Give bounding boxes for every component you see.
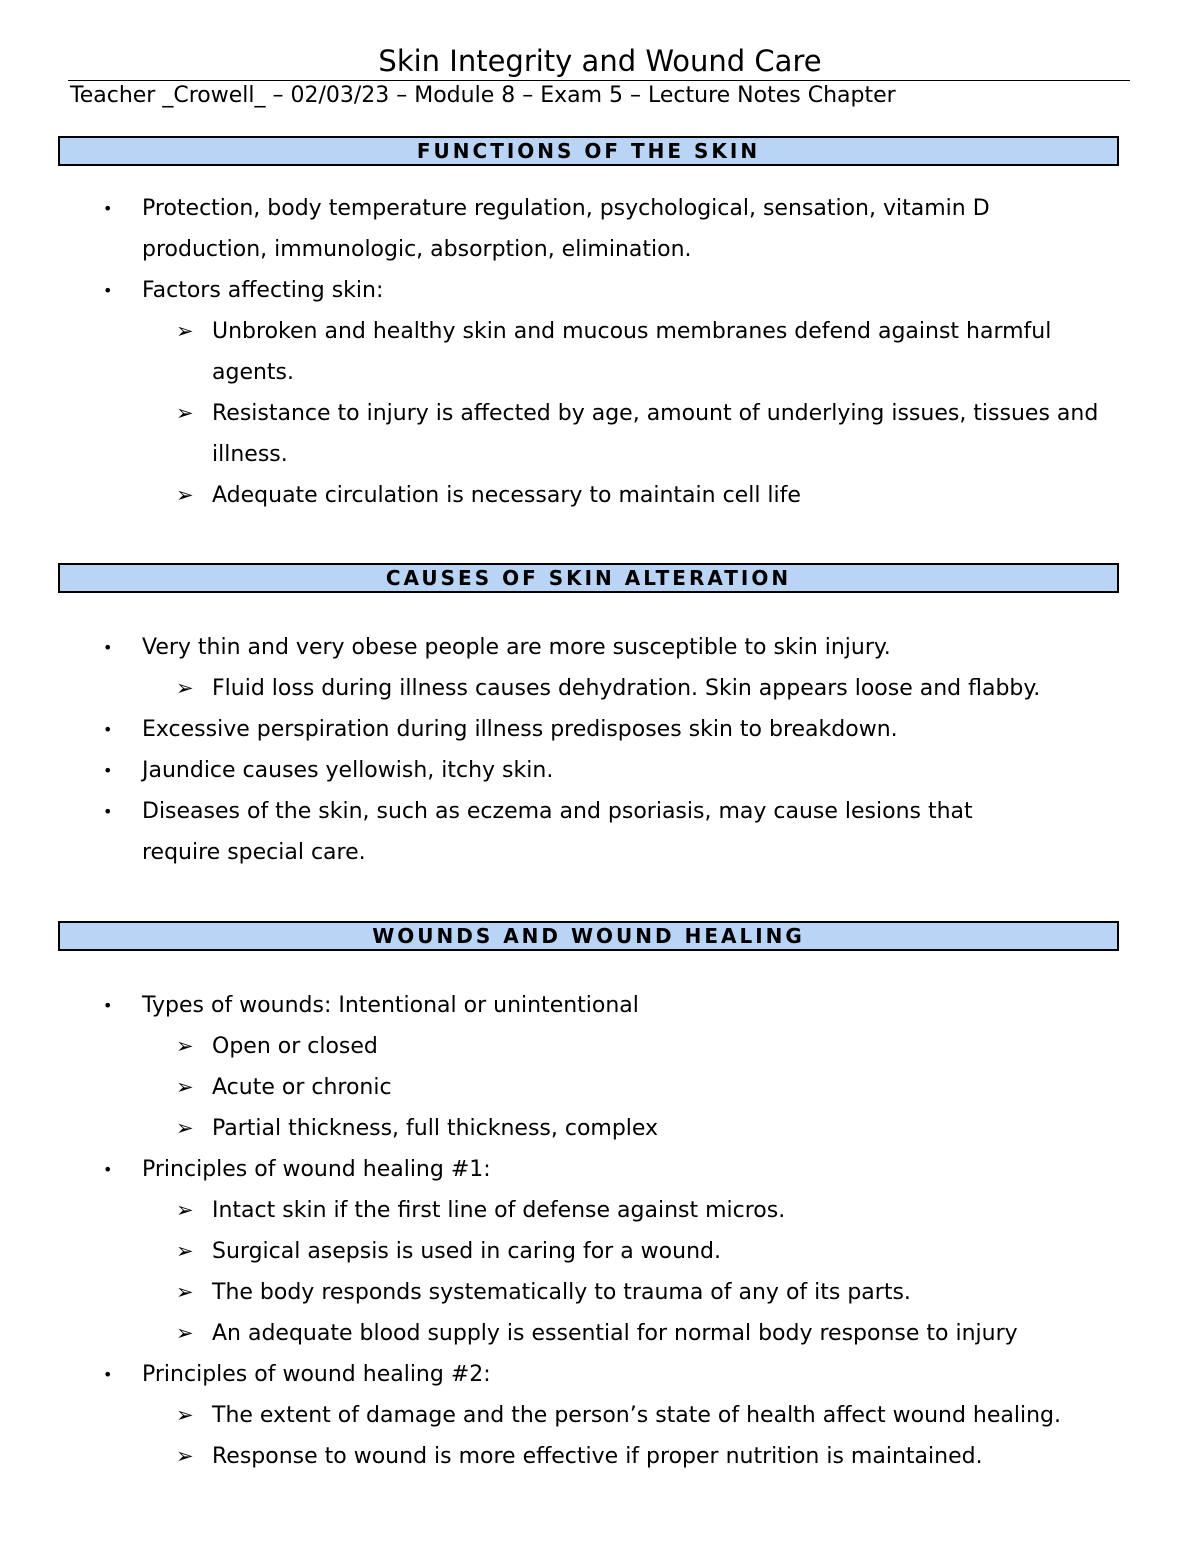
bullet-icon: • — [103, 1365, 113, 1384]
list-item-text: Principles of wound healing #1: — [142, 1157, 491, 1182]
list-item-text: Adequate circulation is necessary to maintain cell life — [212, 483, 801, 508]
list-item — [0, 627, 1200, 668]
bullet-icon: • — [103, 761, 113, 780]
arrow-bullet-icon: ➢ — [176, 319, 194, 343]
list-item — [0, 1436, 1200, 1477]
section-list-wounds — [0, 985, 1200, 1477]
list-item-text: Protection, body temperature regulation, psychological, sensation, vitamin D production, immunologic, absorption, elimination. — [142, 196, 990, 262]
section-heading-causes: CAUSES OF SKIN ALTERATION — [58, 563, 1119, 593]
document-title: Skin Integrity and Wound Care — [378, 44, 822, 78]
list-item-text: Types of wounds: Intentional or unintentional — [142, 993, 639, 1018]
list-item-text: Surgical asepsis is used in caring for a wound. — [212, 1239, 721, 1264]
list-item — [0, 311, 1200, 393]
section-list-causes — [0, 627, 1200, 873]
list-item-text: Principles of wound healing #2: — [142, 1362, 491, 1387]
arrow-bullet-icon: ➢ — [176, 1444, 194, 1468]
list-item-text: Partial thickness, full thickness, complex — [212, 1116, 659, 1141]
list-item-text: Factors affecting skin: — [142, 278, 384, 303]
bullet-icon: • — [103, 199, 113, 218]
list-item — [0, 668, 1200, 709]
list-item-text: Open or closed — [212, 1034, 378, 1059]
list-item — [0, 709, 1200, 750]
list-item — [0, 188, 1200, 270]
list-item — [0, 1354, 1200, 1395]
list-item — [0, 750, 1200, 791]
list-item-text: Diseases of the skin, such as eczema and psoriasis, may cause lesions that require special care. — [142, 799, 973, 865]
arrow-bullet-icon: ➢ — [176, 1280, 194, 1304]
bullet-icon: • — [103, 281, 113, 300]
list-item-text: Response to wound is more effective if proper nutrition is maintained. — [212, 1444, 983, 1469]
list-item — [0, 1067, 1200, 1108]
list-item — [0, 1108, 1200, 1149]
list-item — [0, 393, 1200, 475]
list-item — [0, 1395, 1200, 1436]
arrow-bullet-icon: ➢ — [176, 1034, 194, 1058]
list-item-text: The body responds systematically to trauma of any of its parts. — [212, 1280, 911, 1305]
list-item — [0, 1149, 1200, 1190]
bullet-icon: • — [103, 638, 113, 657]
arrow-bullet-icon: ➢ — [176, 1403, 194, 1427]
list-item — [0, 475, 1200, 516]
list-item — [0, 985, 1200, 1026]
bullet-icon: • — [103, 720, 113, 739]
list-item — [0, 1272, 1200, 1313]
list-item — [0, 1231, 1200, 1272]
section-heading-functions: FUNCTIONS OF THE SKIN — [58, 136, 1119, 166]
list-item-text: Excessive perspiration during illness predisposes skin to breakdown. — [142, 717, 898, 742]
arrow-bullet-icon: ➢ — [176, 676, 194, 700]
list-item-text: Fluid loss during illness causes dehydration. Skin appears loose and flabby. — [212, 676, 1041, 701]
arrow-bullet-icon: ➢ — [176, 1239, 194, 1263]
section-list-functions — [0, 188, 1200, 516]
section-heading-wounds: WOUNDS AND WOUND HEALING — [58, 921, 1119, 951]
arrow-bullet-icon: ➢ — [176, 483, 194, 507]
arrow-bullet-icon: ➢ — [176, 1116, 194, 1140]
arrow-bullet-icon: ➢ — [176, 1198, 194, 1222]
list-item-text: The extent of damage and the person’s state of health affect wound healing. — [212, 1403, 1062, 1428]
bullet-icon: • — [103, 996, 113, 1015]
list-item — [0, 1190, 1200, 1231]
list-item-text: Acute or chronic — [212, 1075, 392, 1100]
list-item-text: Intact skin if the first line of defense against micros. — [212, 1198, 786, 1223]
list-item-text: An adequate blood supply is essential for normal body response to injury — [212, 1321, 1018, 1346]
list-item-text: Very thin and very obese people are more susceptible to skin injury. — [142, 635, 891, 660]
list-item-text: Jaundice causes yellowish, itchy skin. — [142, 758, 554, 783]
list-item-text: Resistance to injury is affected by age, amount of underlying issues, tissues and illness. — [212, 401, 1099, 467]
bullet-icon: • — [103, 1160, 113, 1179]
arrow-bullet-icon: ➢ — [176, 1321, 194, 1345]
arrow-bullet-icon: ➢ — [176, 401, 194, 425]
arrow-bullet-icon: ➢ — [176, 1075, 194, 1099]
list-item-text: Unbroken and healthy skin and mucous membranes defend against harmful agents. — [212, 319, 1052, 385]
list-item — [0, 1313, 1200, 1354]
list-item — [0, 791, 1200, 873]
document-subtitle: Teacher _Crowell_ – 02/03/23 – Module 8 – Exam 5 – Lecture Notes Chapter — [70, 83, 896, 108]
list-item — [0, 270, 1200, 311]
list-item — [0, 1026, 1200, 1067]
bullet-icon: • — [103, 802, 113, 821]
